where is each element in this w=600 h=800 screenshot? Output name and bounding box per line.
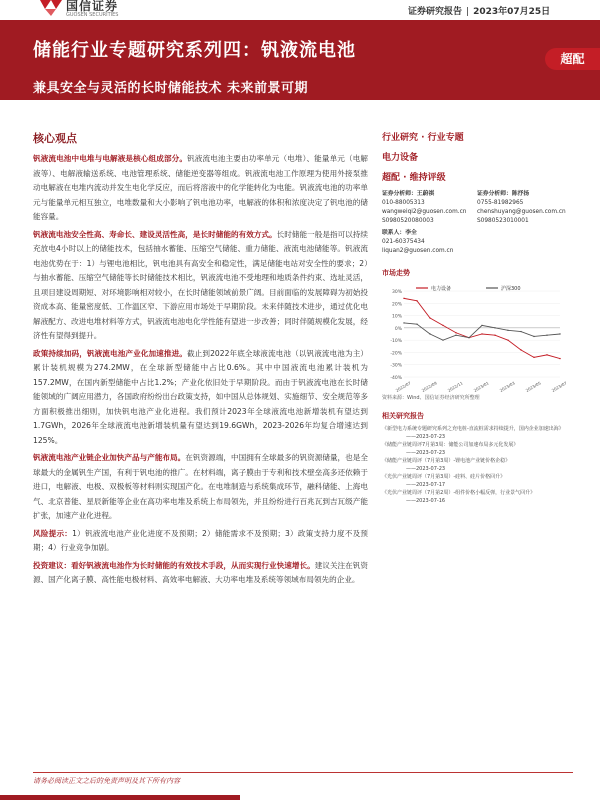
x-tick-label: 2023/03 — [498, 380, 516, 394]
related-date: ——2023-07-16 — [406, 498, 446, 504]
analyst-name: 王蔚祺 — [416, 191, 435, 197]
y-tick-label: 10% — [391, 314, 402, 320]
related-text: 《储能产业链周评（7月第3周）-锂电池产业链价格企稳》 — [382, 458, 511, 464]
analyst-label: 证券分析师： — [382, 191, 417, 197]
data-point — [520, 349, 521, 350]
para-highlight: 钒液流电池产业链企业加快产品与产能布局。 — [33, 453, 186, 462]
data-point — [442, 325, 443, 326]
data-point — [520, 331, 521, 332]
rating-tag: 超配 — [545, 48, 600, 70]
para-text: 在钒资源端，中国拥有全球最多的钒资源储量，也是全球最大的金属钒生产国，有利于钒电池的推广。在材料端，离子膜由于专利和技术壁垒高多还依赖于进口，电解液、电极、双极板等材料则实现国产化。在电堆制造与系统集成环节，融科储能、上海电气、北京普能、星辰新能等企业在高功率电堆及系统上布局领先，并且纷纷进行百兆瓦到吉瓦级产能扩张，加速产业化进程。 — [33, 453, 368, 520]
related-date: ——2023-07-17 — [406, 482, 446, 488]
contact-label: 联系人： — [382, 230, 406, 236]
y-tick-label: -20% — [390, 351, 402, 357]
data-point — [429, 317, 430, 318]
para-highlight: 风险提示： — [33, 528, 73, 538]
x-tick-label: 2023/01 — [472, 380, 490, 394]
data-point — [403, 322, 404, 323]
related-item[interactable] — [382, 473, 572, 489]
legend-label: 沪深300 — [501, 286, 521, 292]
related-text: 《光伏产业链周评（7月第2周）-组件价格小幅反弹，行业景气回升》 — [382, 490, 536, 496]
y-tick-label: 20% — [391, 302, 402, 308]
report-type: 证券研究报告 | 2023年07月25日 — [408, 7, 551, 17]
y-tick-label: -30% — [390, 363, 402, 369]
footer-divider — [33, 772, 573, 773]
related-date: ——2023-07-23 — [406, 466, 446, 472]
para-text: 长时储能一般是指可以持续充放电4小时以上的储能技术，包括抽水蓄能、压缩空气储能、重力储能、液流电池储能等。钒液流电池优势在于：1）与锂电池相比，钒电池具有高安全和稳定性，满足储能电站对安全性的要求；2）与抽水蓄能、压缩空气储能等长时储能技术相比，钒液流电池不受地理和地质条件约束、选址灵活，且项目建设周期短、对环境影响相对较小，在长时储能领域前景广阔。目前面临的发展障碍为初始投资成本高、能量密度低、工作温区窄、下游应用市场处于早期阶段。未来伴随技术进步，通过优化电解液配方、改进电堆材料等方式，钒液流电池电化学性能有望进一步改善；同时伴随规模化发展，经济性有望得到提升。 — [33, 229, 369, 340]
contact-email: liquan2@guosen.com.cn — [382, 248, 454, 254]
contact-card — [382, 229, 572, 256]
y-tick-label: -40% — [390, 376, 402, 381]
para-text: 建议关注在钒资源、国产化离子膜、高性能电极材料、高效率电解液、大功率电堆及系统等领域布局领先的企业。 — [33, 560, 368, 584]
legend-label: 电力设备 — [431, 286, 452, 292]
para-highlight: 钒液流电池中电堆与电解液是核心组成部分。 — [33, 154, 188, 163]
analyst-cert: S0980523010001 — [477, 218, 529, 224]
core-views-title: 核心观点 — [33, 132, 77, 145]
data-point — [559, 358, 560, 359]
analyst-name: 陈抒扬 — [511, 191, 530, 197]
data-point — [494, 327, 495, 328]
report-subtitle: 兼具安全与灵活的长时储能技术 未来前景可期 — [33, 81, 309, 96]
data-point — [481, 333, 482, 334]
logo-en: GUOSEN SECURITIES — [66, 12, 119, 18]
analyst-cert: S0980520080003 — [382, 218, 434, 224]
analyst-label: 证券分析师： — [477, 191, 512, 197]
data-point — [403, 298, 404, 299]
analyst-card — [382, 190, 477, 226]
rating: 超配 · 维持评级 — [382, 173, 446, 183]
y-tick-label: 0% — [394, 326, 402, 332]
x-tick-label: 2022/07 — [394, 380, 412, 394]
x-tick-label: 2023/07 — [550, 380, 568, 394]
related-item[interactable] — [382, 457, 572, 473]
report-type-label: 证券研究报告 — [408, 7, 463, 17]
sidebar — [382, 130, 572, 505]
header-bar — [0, 0, 600, 20]
core-paragraph — [33, 347, 368, 449]
y-tick-label: 30% — [391, 290, 402, 295]
category: 行业研究 · 行业专题 — [382, 133, 464, 143]
core-paragraph — [33, 451, 368, 524]
market-chart — [382, 281, 568, 394]
related-text: 《储能产业链周评7月第3周：储能公司加速布局多元化发展》 — [382, 442, 519, 448]
data-point — [507, 339, 508, 340]
para-text: 截止到2022年底全球液流电池（以钒液流电池为主）累计装机规模为274.2MW，在全球新型储能中占比0.6%。其中中国液流电池累计装机为157.2MW，在国内新型储能中占比1.2%；产业化依旧处于早期阶段。而由于钒液流电池在长时储能领域的广阔应用潜力，各国政府纷纷出台政策支持，如中国从总体规划、实施细节、安全规范等多方面积极推出细则，加快钒电池产业化进程。我们预计2023年全球液流电池新增装机有望达到1.7GWh，2026年全球液流电池新增装机量有望达到19.6GWh，2023-2026年均复合增速达到125%。 — [33, 348, 368, 445]
analyst-card — [477, 190, 572, 226]
data-point — [468, 337, 469, 338]
data-point — [481, 325, 482, 326]
data-point — [416, 300, 417, 301]
x-tick-label: 2022/09 — [420, 380, 438, 394]
y-tick-label: -10% — [390, 339, 402, 345]
analyst-email: wangweiqi2@guosen.com.cn — [382, 209, 467, 215]
related-item[interactable] — [382, 425, 572, 441]
company-logo — [40, 0, 118, 18]
contact-name: 李全 — [405, 230, 417, 236]
para-highlight: 投资建议：看好钒液流电池作为长时储能的有效技术手段，从而实现行业快速增长。 — [33, 560, 315, 570]
related-text: 《新型电力系统专题研究系列之充电桩-直流桩需求持续提升，国内企业加速出海》 — [382, 426, 564, 432]
data-point — [546, 354, 547, 355]
logo-mark-icon — [40, 0, 62, 16]
para-text: 钒液流电池主要由功率单元（电堆）、能量单元（电解液等）、电解液输送系统、电池管理系统、储能逆变器等组成。钒液流电池工作原理为使用外接泵推动电解液在电堆内流动并发生电化学反应，而后将溶液中的化学能转化为电能。钒液流电池的功率单元与能量单元相互独立，电堆数量和大小影响了钒电池功率，电解液的体积和浓度决定了钒电池的储能容量。 — [33, 154, 368, 221]
related-date: ——2023-07-23 — [406, 450, 446, 456]
report-date: 2023年07月25日 — [473, 7, 551, 17]
data-point — [416, 323, 417, 324]
footer-disclaimer: 请务必阅读正文之后的免责声明及其下所有内容 — [33, 777, 180, 785]
contact-phone: 021-60375434 — [382, 239, 425, 245]
analyst-phone: 010-88005313 — [382, 200, 425, 206]
related-list — [382, 425, 572, 505]
para-highlight: 政策持续加码，钒液流电池产业化加速推进。 — [33, 348, 187, 358]
related-date: ——2023-07-23 — [406, 434, 446, 440]
risk-paragraph — [33, 527, 368, 556]
data-point — [494, 335, 495, 336]
para-text: 1）钒液流电池产业化进度不及预期；2）储能需求不及预期；3）政策支持力度不及预期；4）行业竞争加剧。 — [33, 528, 368, 552]
data-point — [455, 335, 456, 336]
report-title: 储能行业专题研究系列四：钒液流电池 — [33, 40, 356, 61]
data-point — [546, 335, 547, 336]
analyst-phone: 0755-81982965 — [477, 200, 524, 206]
related-text: 《光伏产业链周评（7月第3周）-硅料、硅片价格回升》 — [382, 474, 506, 480]
x-tick-label: 2022/11 — [446, 380, 464, 394]
logo-cn: 国信证券 — [66, 0, 119, 13]
x-tick-label: 2023/05 — [524, 380, 542, 394]
core-views — [33, 130, 368, 591]
data-point — [507, 330, 508, 331]
para-highlight: 钒液流电池安全性高、寿命长、建设灵活性高，是长时储能的有效方式。 — [33, 229, 277, 239]
data-point — [429, 333, 430, 334]
core-paragraph — [33, 152, 368, 225]
data-point — [533, 336, 534, 337]
bottom-decor-bar — [0, 792, 600, 800]
chart-source: 资料来源：Wind、国信证券经济研究所整理 — [382, 395, 480, 401]
related-item[interactable] — [382, 441, 572, 457]
invest-paragraph — [33, 559, 368, 588]
analysts — [382, 190, 572, 226]
related-title: 相关研究报告 — [382, 412, 424, 420]
data-point — [442, 339, 443, 340]
data-point — [455, 332, 456, 333]
related-item[interactable] — [382, 489, 572, 505]
market-chart-svg — [382, 281, 568, 394]
data-point — [559, 333, 560, 334]
market-chart-title: 市场走势 — [382, 269, 410, 277]
series-line-electrical-equipment — [404, 298, 560, 358]
data-point — [533, 357, 534, 358]
industry: 电力设备 — [382, 153, 419, 163]
analyst-email: chenshuyang@guosen.com.cn — [477, 209, 566, 215]
core-paragraph — [33, 228, 368, 344]
